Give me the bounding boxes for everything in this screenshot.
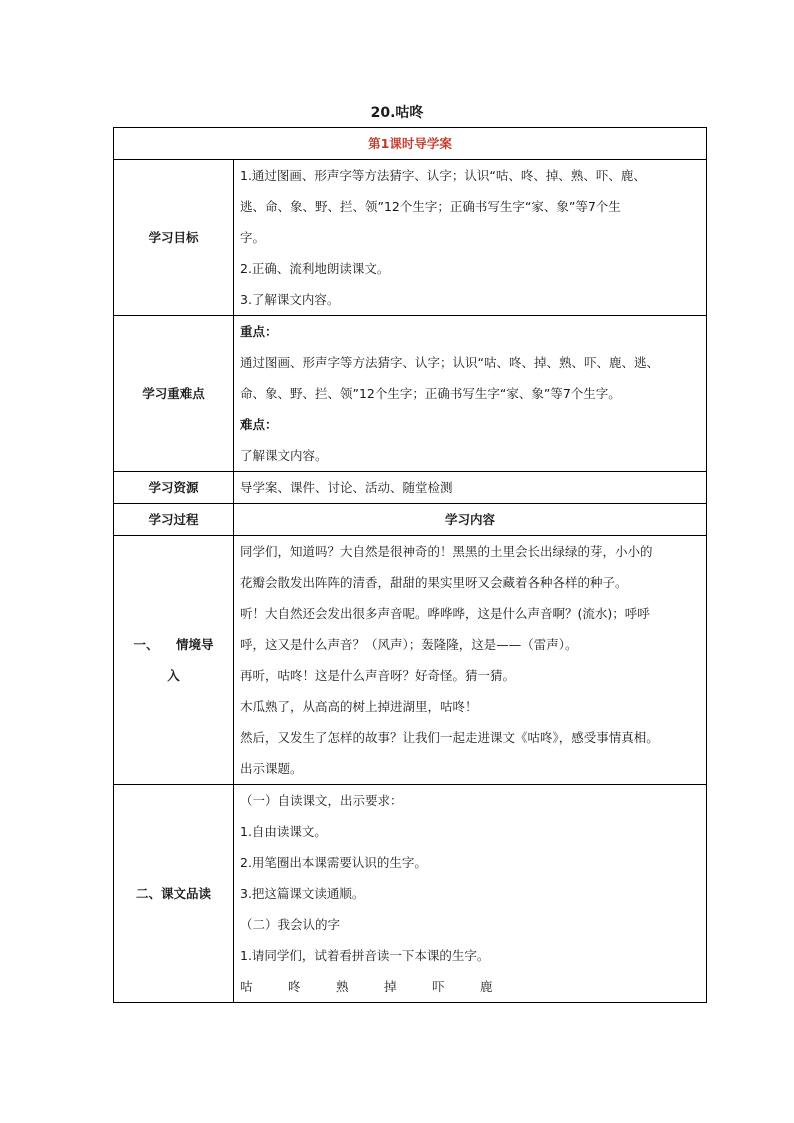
objective-line: 逃、命、象、野、拦、领”12个生字；正确书写生字“家、象”等7个生: [240, 199, 621, 214]
intro-line: 然后，又发生了怎样的故事？让我们一起走进课文《咕咚》，感受事情真相。: [240, 730, 659, 745]
section-intro-label: [114, 536, 234, 785]
section-reading-row: [114, 785, 707, 1003]
lesson-banner: 第1课时导学案: [114, 128, 707, 160]
reading-line: （一）自读课文，出示要求：: [240, 793, 403, 808]
character-list: [240, 971, 700, 1002]
reading-line: 1.自由读课文。: [240, 824, 327, 839]
objectives-label: 学习目标: [114, 160, 234, 316]
key-line: 命、象、野、拦、领”12个生字；正确书写生字“家、象”等7个生字。: [240, 386, 621, 401]
intro-line: 呼，这又是什么声音？（风声）；轰隆隆，这是——（雷声）。: [240, 637, 578, 652]
section-intro-row: [114, 536, 707, 785]
reading-line: 1.请同学们，试着看拼音读一下本课的生字。: [240, 948, 490, 963]
section-intro-content: [234, 536, 707, 785]
objective-line: 1.通过图画、形声字等方法猜字、认字；认识“咕、咚、掉、熟、吓、鹿、: [240, 168, 646, 183]
reading-line: 2.用笔圈出本课需要认识的生字。: [240, 855, 427, 870]
process-label: 学习过程: [114, 504, 234, 536]
character: 咕: [240, 979, 253, 994]
key-heading: 重点：: [240, 324, 278, 339]
character: 吓: [432, 979, 445, 994]
character: 咚: [288, 979, 301, 994]
character: 掉: [384, 979, 397, 994]
section-intro-label-line2: 入: [167, 668, 180, 683]
content-label: 学习内容: [234, 504, 707, 536]
reading-line: 3.把这篇课文读通顺。: [240, 886, 365, 901]
intro-line: 木瓜熟了，从高高的树上掉进湖里，咕咚！: [240, 699, 478, 714]
objectives-row: [114, 160, 707, 316]
intro-line: 再听，咕咚！这是什么声音呀？好奇怪。猜一猜。: [240, 668, 516, 683]
reading-line: （二）我会认的字: [240, 917, 341, 932]
key-points-content: [234, 316, 707, 472]
objective-line: 字。: [240, 230, 266, 245]
section-reading-content: [234, 785, 707, 1003]
banner-row: [114, 128, 707, 160]
difficult-line: 了解课文内容。: [240, 448, 328, 463]
process-header-row: [114, 504, 707, 536]
resources-label: 学习资源: [114, 472, 234, 504]
page-title: 20.咕咚: [370, 105, 424, 121]
section-reading-label: 二、课文品读: [114, 785, 234, 1003]
resources-row: [114, 472, 707, 504]
intro-line: 出示课题。: [240, 761, 303, 776]
objective-line: 3.了解课文内容。: [240, 292, 340, 307]
intro-line: 听！大自然还会发出很多声音呢。哗哗哗，这是什么声音啊？(流水)；呼呼: [240, 606, 650, 621]
intro-line: 同学们，知道吗？大自然是很神奇的！黑黑的土里会长出绿绿的芽，小小的: [240, 544, 653, 559]
lesson-plan-table: [113, 127, 707, 1003]
key-points-label: 学习重难点: [114, 316, 234, 472]
objectives-content: [234, 160, 707, 316]
character: 鹿: [480, 979, 493, 994]
key-line: 通过图画、形声字等方法猜字、认字；认识“咕、咚、掉、熟、吓、鹿、逃、: [240, 355, 659, 370]
difficult-heading: 难点：: [240, 417, 278, 432]
section-intro-label-line1: 一、 情境导: [133, 637, 214, 652]
character: 熟: [336, 979, 349, 994]
resources-text: 导学案、课件、讨论、活动、随堂检测: [234, 472, 707, 504]
intro-line: 花瓣会散发出阵阵的清香，甜甜的果实里呀又会藏着各种各样的种子。: [240, 575, 628, 590]
key-points-row: [114, 316, 707, 472]
objective-line: 2.正确、流利地朗读课文。: [240, 261, 390, 276]
